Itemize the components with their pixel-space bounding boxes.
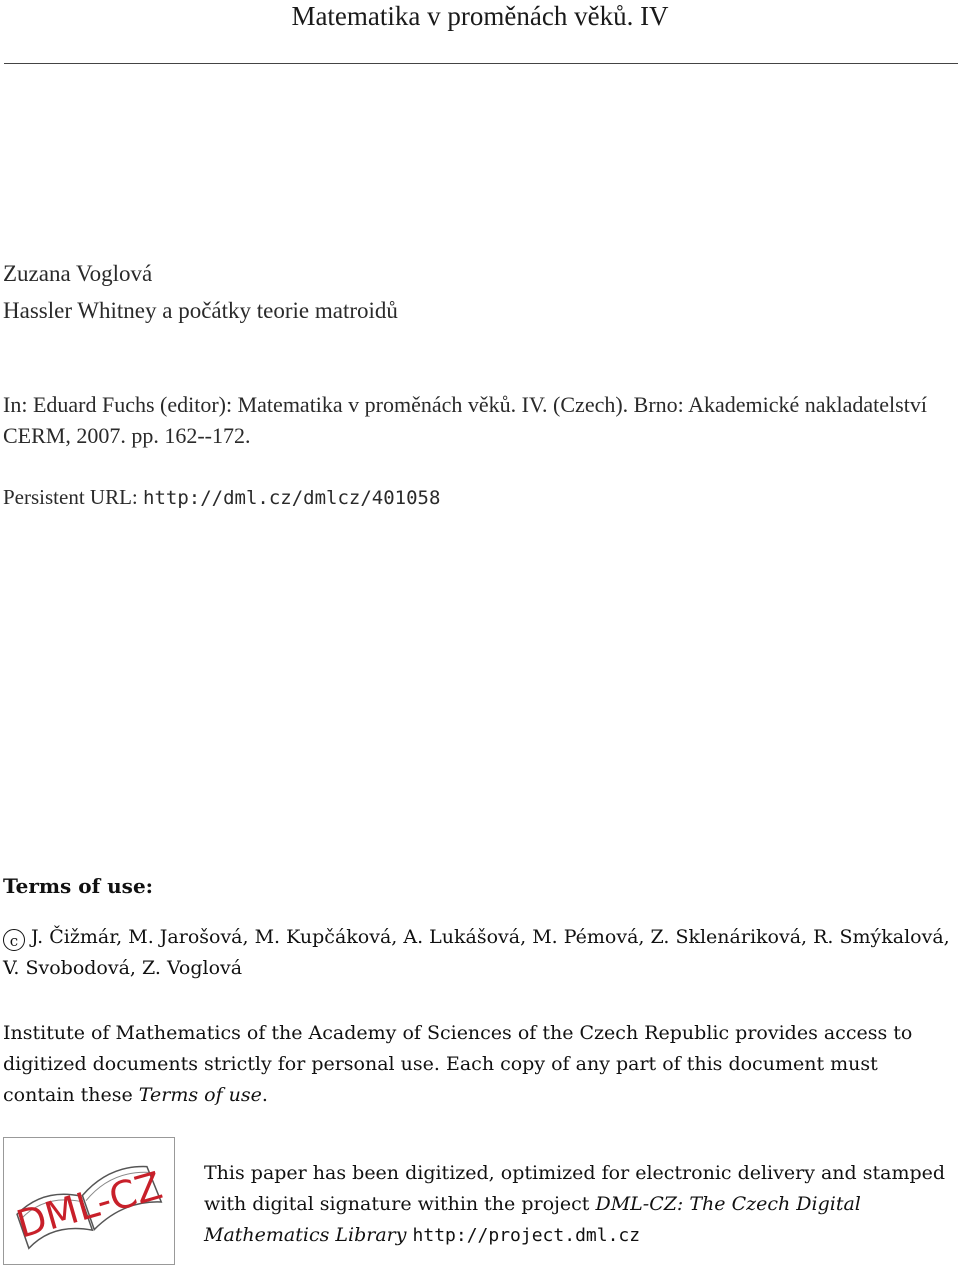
copyright-holders: J. Čižmár, M. Jarošová, M. Kupčáková, A. Lukášová, M. Pémová, Z. Sklenáriková, R. Smýkalová, V. Svobodová, Z. Voglová (3, 926, 950, 979)
series-title: Matematika v proměnách věků. IV (291, 1, 669, 31)
terms-statement-text: Institute of Mathematics of the Academy of Sciences of the Czech Republic provides access to digitized documents strictly for personal use. Each copy of any part of this document must contain these (3, 1022, 913, 1106)
article-author: Zuzana Voglová (3, 261, 153, 286)
notice-project: DML-CZ: The Czech Digital Mathematics Library (204, 1193, 861, 1246)
terms-statement-italic: Terms of use (138, 1084, 262, 1106)
copyright-notice (3, 922, 953, 984)
notice-text: This paper has been digitized, optimized for electronic delivery and stamped with digital signature within the project (204, 1162, 946, 1215)
article-title: Hassler Whitney a počátky teorie matroidů (3, 298, 398, 323)
citation: In: Eduard Fuchs (editor): Matematika v proměnách věků. IV. (Czech). Brno: Akademické nakladatelství CERM, 2007. pp. 162--172. (3, 392, 927, 448)
persistent-url-link[interactable]: http://dml.cz/dmlcz/401058 (143, 487, 441, 509)
persistent-url-line (3, 481, 440, 514)
dml-cz-logo-icon (4, 1138, 174, 1264)
terms-statement-end: . (261, 1084, 268, 1106)
project-url-link[interactable]: http://project.dml.cz (412, 1225, 641, 1246)
dml-cz-logo (3, 1137, 175, 1265)
digitization-notice (204, 1158, 954, 1251)
terms-heading: Terms of use: (3, 874, 154, 898)
copyright-icon: c (3, 929, 25, 951)
logo-text: DML-CZ (11, 1163, 167, 1247)
persistent-url-label: Persistent URL: (3, 485, 138, 509)
terms-statement (3, 1018, 953, 1111)
header-rule (4, 63, 958, 64)
